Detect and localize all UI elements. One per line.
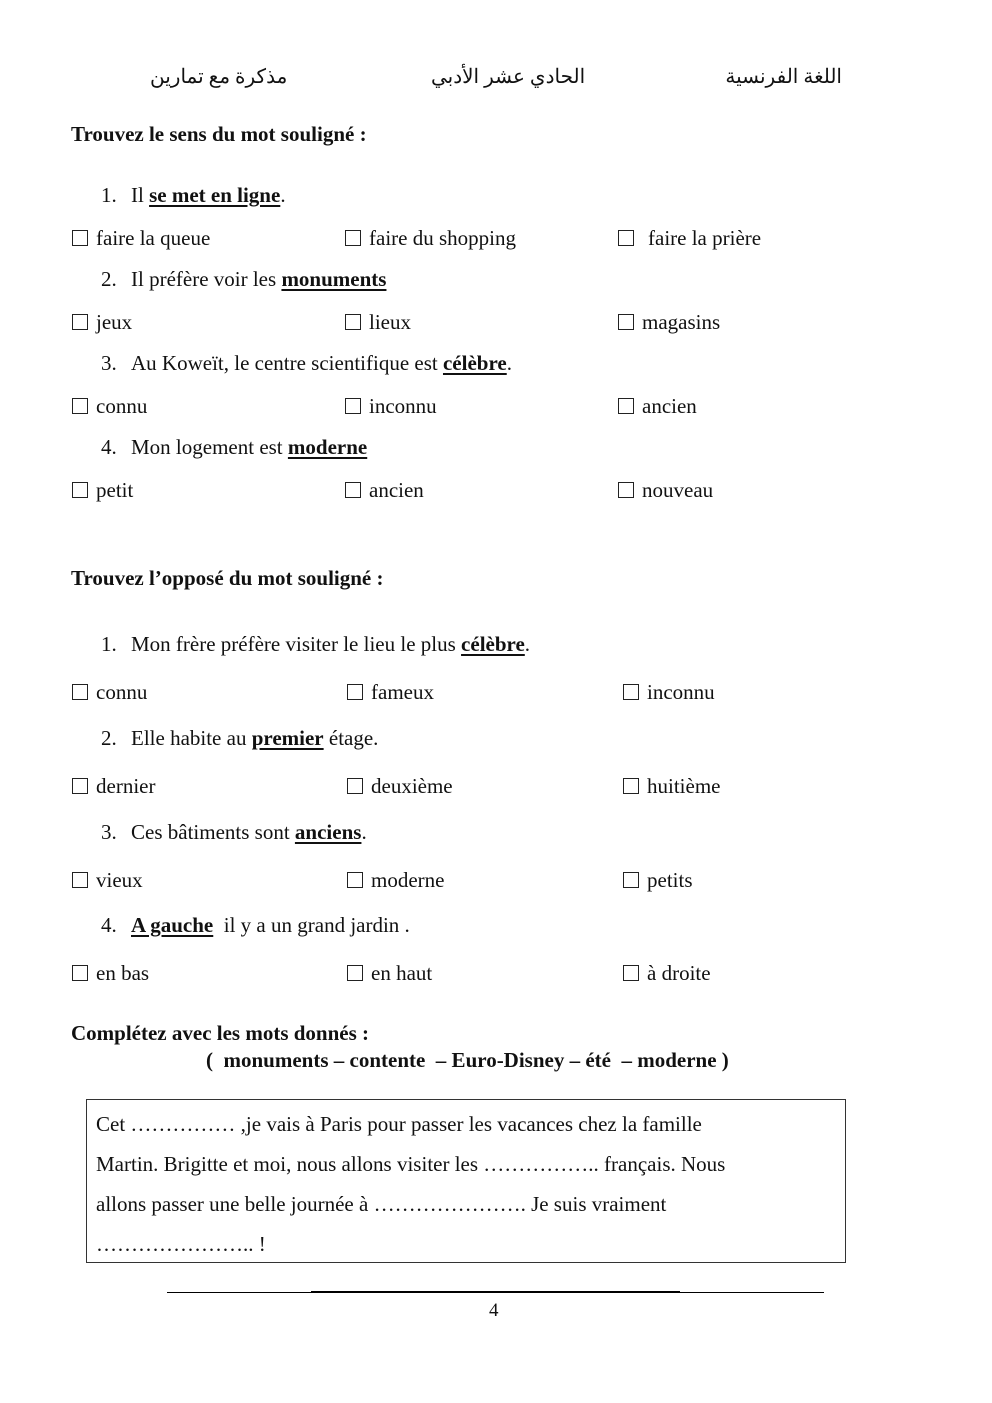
checkbox[interactable] <box>72 482 88 498</box>
checkbox[interactable] <box>72 965 88 981</box>
passage-line-4: ………………….. ! <box>96 1232 266 1256</box>
word-bank: ( monuments – contente – Euro-Disney – été – moderne ) <box>206 1048 729 1072</box>
checkbox[interactable] <box>623 778 639 794</box>
s1-q4-option-2[interactable]: ancien <box>345 478 424 503</box>
s2-q3-option-2[interactable]: moderne <box>347 868 444 893</box>
checkbox[interactable] <box>623 872 639 888</box>
s2-q2-option-3[interactable]: huitième <box>623 774 720 799</box>
underlined-word: moderne <box>287 435 368 459</box>
passage-line-3: allons passer une belle journée à …………………. Je suis vraiment <box>96 1192 667 1216</box>
s1-q2-option-3[interactable]: magasins <box>618 310 720 335</box>
question-number: 2. <box>101 726 117 750</box>
checkbox[interactable] <box>347 965 363 981</box>
s1-question-3: 3. Au Koweït, le centre scientifique est célèbre. <box>101 351 512 375</box>
s2-question-4: 4. A gauche il y a un grand jardin . <box>101 913 410 937</box>
underlined-word: monuments <box>281 267 387 291</box>
s2-q1-option-2[interactable]: fameux <box>347 680 434 705</box>
question-number: 1. <box>101 632 117 656</box>
underlined-word: premier <box>251 726 324 750</box>
checkbox[interactable] <box>345 230 361 246</box>
checkbox[interactable] <box>72 872 88 888</box>
question-number: 3. <box>101 351 117 375</box>
checkbox[interactable] <box>72 684 88 700</box>
s1-q1-option-3[interactable]: faire la prière <box>618 226 761 251</box>
s2-q2-option-2[interactable]: deuxième <box>347 774 453 799</box>
passage-box <box>86 1099 846 1263</box>
underlined-word: célèbre <box>461 632 525 656</box>
passage-line-1: Cet …………… ,je vais à Paris pour passer les vacances chez la famille <box>96 1112 702 1136</box>
checkbox[interactable] <box>347 778 363 794</box>
checkbox[interactable] <box>72 230 88 246</box>
s1-q4-option-1[interactable]: petit <box>72 478 133 503</box>
s1-question-1: 1. Il se met en ligne. <box>101 183 286 207</box>
s2-q4-option-1[interactable]: en bas <box>72 961 149 986</box>
s1-q3-option-2[interactable]: inconnu <box>345 394 437 419</box>
s1-q2-option-2[interactable]: lieux <box>345 310 411 335</box>
s2-q2-option-1[interactable]: dernier <box>72 774 155 799</box>
s1-q1-option-2[interactable]: faire du shopping <box>345 226 516 251</box>
s1-q4-option-3[interactable]: nouveau <box>618 478 713 503</box>
checkbox[interactable] <box>72 398 88 414</box>
question-number: 3. <box>101 820 117 844</box>
checkbox[interactable] <box>618 230 634 246</box>
checkbox[interactable] <box>618 482 634 498</box>
checkbox[interactable] <box>623 684 639 700</box>
s1-q3-option-1[interactable]: connu <box>72 394 147 419</box>
question-number: 2. <box>101 267 117 291</box>
checkbox[interactable] <box>623 965 639 981</box>
s2-question-1: 1. Mon frère préfère visiter le lieu le plus célèbre. <box>101 632 531 656</box>
underlined-word: se met en ligne <box>149 183 281 207</box>
s1-q1-option-1[interactable]: faire la queue <box>72 226 210 251</box>
question-number: 1. <box>101 183 117 207</box>
section1-title: Trouvez le sens du mot souligné : <box>71 122 367 146</box>
question-number: 4. <box>101 913 117 937</box>
s2-q4-option-3[interactable]: à droite <box>623 961 711 986</box>
s2-q1-option-1[interactable]: connu <box>72 680 147 705</box>
checkbox[interactable] <box>345 482 361 498</box>
s2-question-2: 2. Elle habite au premier étage. <box>101 726 379 750</box>
passage-line-2: Martin. Brigitte et moi, nous allons visiter les …………….. français. Nous <box>96 1152 726 1176</box>
underlined-word: A gauche <box>131 913 214 937</box>
s2-q3-option-3[interactable]: petits <box>623 868 693 893</box>
s2-q3-option-1[interactable]: vieux <box>72 868 143 893</box>
s1-question-4: 4. Mon logement est moderne <box>101 435 368 459</box>
s1-q2-option-1[interactable]: jeux <box>72 310 132 335</box>
underlined-word: célèbre <box>442 351 507 375</box>
checkbox[interactable] <box>345 314 361 330</box>
checkbox[interactable] <box>618 398 634 414</box>
s1-q3-option-3[interactable]: ancien <box>618 394 697 419</box>
checkbox[interactable] <box>72 314 88 330</box>
question-number: 4. <box>101 435 117 459</box>
footer-rule-accent <box>311 1291 680 1293</box>
header-grade: الحادي عشر الأدبي <box>431 66 586 88</box>
checkbox[interactable] <box>347 872 363 888</box>
page-number: 4 <box>489 1300 499 1321</box>
underlined-word: anciens <box>294 820 362 844</box>
header-subject: اللغة الفرنسية <box>725 66 842 88</box>
s2-q1-option-3[interactable]: inconnu <box>623 680 715 705</box>
checkbox[interactable] <box>345 398 361 414</box>
header-notes: مذكرة مع تمارين <box>150 66 288 88</box>
checkbox[interactable] <box>618 314 634 330</box>
section3-title: Complétez avec les mots donnés : <box>71 1021 370 1045</box>
s2-question-3: 3. Ces bâtiments sont anciens. <box>101 820 367 844</box>
checkbox[interactable] <box>72 778 88 794</box>
checkbox[interactable] <box>347 684 363 700</box>
s2-q4-option-2[interactable]: en haut <box>347 961 432 986</box>
s1-question-2: 2. Il préfère voir les monuments <box>101 267 387 291</box>
section2-title: Trouvez l’opposé du mot souligné : <box>71 566 384 590</box>
